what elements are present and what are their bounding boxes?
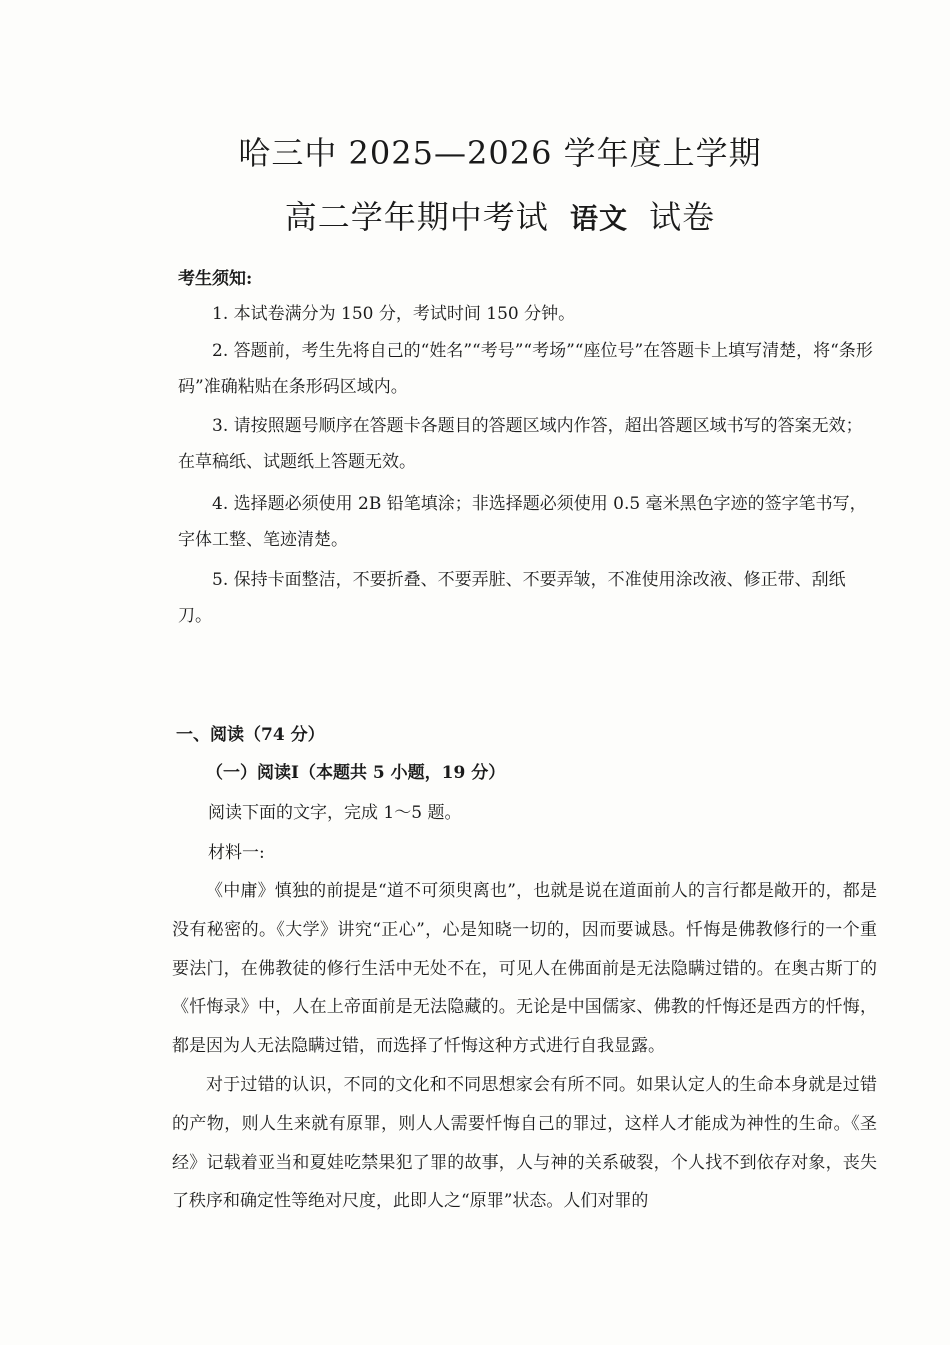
notice-item-4: 4. 选择题必须使用 2B 铅笔填涂；非选择题必须使用 0.5 毫米黑色字迹的签字笔书写，字体工整、笔迹清楚。	[178, 494, 867, 550]
notice-item-2: 2. 答题前，考生先将自己的“姓名”“考号”“考场”“座位号”在答题卡上填写清楚，将“条形码”准确粘贴在条形码区域内。	[178, 341, 873, 397]
exam-title-line2	[0, 192, 950, 238]
section-heading: 一、阅读（74 分）	[176, 725, 325, 745]
exam-title-suffix: 试卷	[649, 198, 716, 236]
exam-subject: 语文	[569, 202, 628, 235]
notice-item-5: 5. 保持卡面整洁，不要折叠、不要弄脏、不要弄皱，不准使用涂改液、修正带、刮纸刀。	[178, 570, 846, 626]
exam-title-name: 高二学年期中考试	[284, 198, 549, 236]
exam-title-line1: 哈三中 2025—2026 学年度上学期	[238, 134, 762, 172]
material-paragraph-1: 《中庸》慎独的前提是“道不可须臾离也”，也就是说在道面前人的言行都是敞开的，都是没有秘密的。《大学》讲究“正心”，心是知晓一切的，因而要诚恳。忏悔是佛教修行的一个重要法门，在佛教徒的修行生活中无处不在，可见人在佛面前是无法隐瞒过错的。在奥古斯丁的《忏悔录》中，人在上帝面前是无法隐藏的。无论是中国儒家、佛教的忏悔还是西方的忏悔，都是因为人无法隐瞒过错，而选择了忏悔这种方式进行自我显露。	[172, 881, 877, 1057]
notice-item-3: 3. 请按照题号顺序在答题卡各题目的答题区域内作答，超出答题区域书写的答案无效；在草稿纸、试题纸上答题无效。	[178, 416, 863, 472]
reading-instruction: 阅读下面的文字，完成 1～5 题。	[208, 803, 462, 823]
material-label: 材料一:	[208, 843, 265, 863]
sub-section-heading: （一）阅读Ⅰ（本题共 5 小题，19 分）	[206, 763, 506, 783]
material-text	[172, 872, 877, 1221]
notice-item-1: 1. 本试卷满分为 150 分，考试时间 150 分钟。	[212, 304, 576, 324]
material-paragraph-2: 对于过错的认识，不同的文化和不同思想家会有所不同。如果认定人的生命本身就是过错的产物，则人生来就有原罪，则人人需要忏悔自己的罪过，这样人才能成为神性的生命。《圣经》记载着亚当和夏娃吃禁果犯了罪的故事，人与神的关系破裂，个人找不到依存对象，丧失了秩序和确定性等绝对尺度，此即人之“原罪”状态。人们对罪的	[172, 1074, 877, 1212]
notice-heading: 考生须知:	[178, 269, 253, 289]
